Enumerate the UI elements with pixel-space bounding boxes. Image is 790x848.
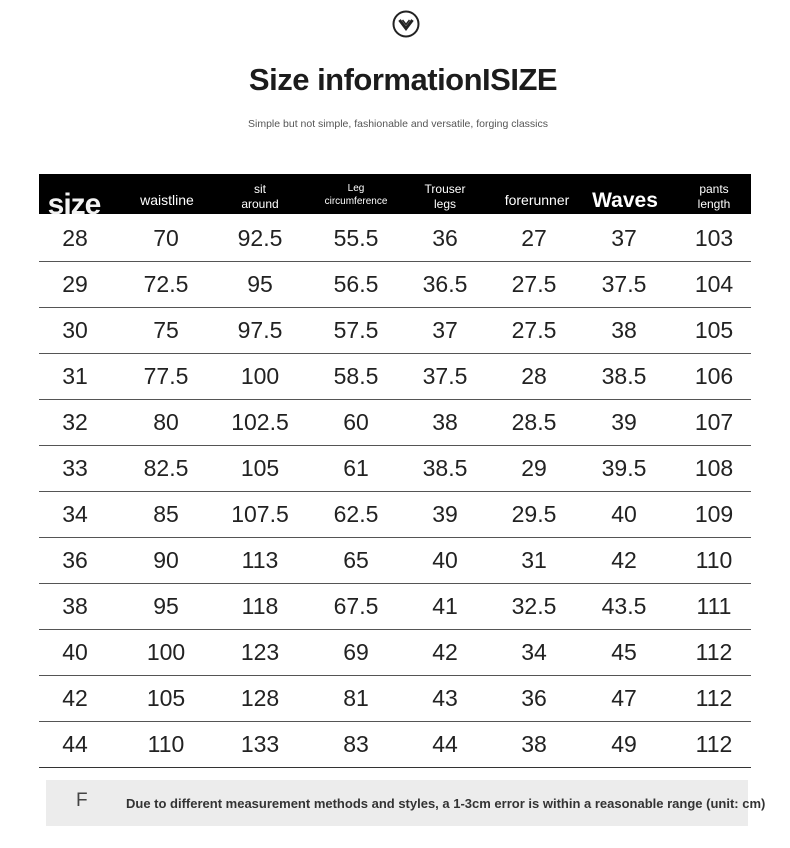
table-cell: 45 [611, 639, 637, 665]
table-cell: 123 [240, 639, 280, 665]
table-row [39, 630, 751, 676]
table-cell: 29 [521, 455, 547, 481]
table-cell: 83 [343, 731, 369, 757]
table-row [39, 538, 751, 584]
table-cell: 28 [62, 225, 88, 251]
table-cell: 108 [694, 455, 734, 481]
measurement-note: Due to different measurement methods and styles, a 1-3cm error is within a reasonable range (unit: cm) [126, 796, 766, 811]
table-row [39, 308, 751, 354]
column-header-line: length [697, 197, 731, 211]
table-cell: 38.5 [601, 363, 647, 389]
note-mark: F [76, 790, 88, 811]
page-title: Size informationISIZE [248, 62, 558, 97]
page-subtitle: Simple but not simple, fashionable and versatile, forging classics [248, 118, 548, 130]
table-cell: 39 [611, 409, 637, 435]
column-header-line: pants [699, 182, 729, 196]
table-cell: 38 [611, 317, 637, 343]
table-cell: 102.5 [231, 409, 289, 435]
table-cell: 100 [146, 639, 186, 665]
column-header-line: Leg [347, 183, 365, 194]
table-cell: 37 [611, 225, 637, 251]
table-cell: 105 [694, 317, 734, 343]
table-cell: 32 [62, 409, 88, 435]
size-table-body [39, 216, 751, 768]
table-cell: 28.5 [511, 409, 557, 435]
table-row [39, 400, 751, 446]
column-header-line: circumference [324, 195, 388, 207]
table-cell: 80 [153, 409, 179, 435]
table-cell: 37.5 [422, 363, 468, 389]
table-cell: 113 [241, 547, 279, 573]
table-cell: 40 [611, 501, 637, 527]
table-cell: 55.5 [333, 225, 379, 251]
table-cell: 34 [521, 639, 547, 665]
table-cell: 111 [696, 593, 732, 619]
table-cell: 67.5 [333, 593, 379, 619]
table-cell: 27.5 [511, 271, 557, 297]
table-cell: 128 [240, 685, 280, 711]
table-cell: 29 [62, 271, 88, 297]
table-cell: 81 [343, 685, 369, 711]
table-row [39, 722, 751, 768]
table-cell: 43.5 [601, 593, 647, 619]
table-cell: 82.5 [143, 455, 189, 481]
column-header-waves: Waves [592, 189, 658, 212]
table-cell: 57.5 [333, 317, 379, 343]
table-cell: 27.5 [511, 317, 557, 343]
table-cell: 110 [695, 547, 733, 573]
table-cell: 95 [247, 271, 273, 297]
table-cell: 28 [521, 363, 547, 389]
table-cell: 32.5 [511, 593, 557, 619]
column-header-pants-length [698, 182, 731, 212]
table-row [39, 492, 751, 538]
table-cell: 118 [241, 593, 279, 619]
table-cell: 72.5 [143, 271, 189, 297]
table-cell: 110 [147, 731, 185, 757]
table-cell: 97.5 [237, 317, 283, 343]
column-header-line: sit [254, 182, 266, 196]
table-cell: 112 [695, 731, 733, 757]
table-cell: 65 [343, 547, 369, 573]
table-cell: 34 [62, 501, 88, 527]
table-cell: 75 [153, 317, 179, 343]
table-row [39, 584, 751, 630]
table-cell: 95 [153, 593, 179, 619]
table-cell: 42 [432, 639, 458, 665]
table-cell: 107 [694, 409, 734, 435]
table-cell: 36.5 [422, 271, 468, 297]
table-row [39, 354, 751, 400]
table-cell: 62.5 [333, 501, 379, 527]
table-cell: 41 [432, 593, 458, 619]
table-cell: 56.5 [333, 271, 379, 297]
table-cell: 40 [62, 639, 88, 665]
table-cell: 36 [521, 685, 547, 711]
table-cell: 38.5 [422, 455, 468, 481]
table-cell: 103 [694, 225, 734, 251]
table-cell: 33 [62, 455, 88, 481]
table-cell: 105 [240, 455, 280, 481]
chevron-down-circle-icon [392, 10, 420, 38]
table-cell: 44 [432, 731, 458, 757]
table-cell: 42 [62, 685, 88, 711]
table-cell: 49 [611, 731, 637, 757]
table-cell: 104 [694, 271, 734, 297]
table-cell: 109 [694, 501, 734, 527]
table-cell: 44 [62, 731, 88, 757]
table-cell: 61 [343, 455, 369, 481]
column-header-line: Trouser [424, 182, 466, 196]
table-row [39, 216, 751, 262]
table-cell: 60 [343, 409, 369, 435]
table-cell: 29.5 [511, 501, 557, 527]
table-cell: 100 [240, 363, 280, 389]
table-cell: 27 [521, 225, 547, 251]
table-cell: 85 [153, 501, 179, 527]
table-cell: 77.5 [143, 363, 189, 389]
table-cell: 105 [146, 685, 186, 711]
table-cell: 90 [153, 547, 179, 573]
table-cell: 31 [521, 547, 547, 573]
column-header-trouser-legs [425, 182, 466, 212]
table-cell: 43 [432, 685, 458, 711]
table-cell: 37.5 [601, 271, 647, 297]
table-cell: 42 [611, 547, 637, 573]
table-cell: 112 [695, 685, 733, 711]
table-cell: 107.5 [231, 501, 289, 527]
table-row [39, 262, 751, 308]
table-cell: 106 [694, 363, 734, 389]
table-cell: 37 [432, 317, 458, 343]
table-cell: 92.5 [237, 225, 283, 251]
column-header-leg-circumference [325, 183, 388, 208]
table-cell: 38 [521, 731, 547, 757]
column-header-line: around [241, 197, 279, 211]
table-cell: 31 [62, 363, 88, 389]
column-header-waistline: waistline [140, 192, 194, 208]
table-cell: 39.5 [601, 455, 647, 481]
column-header-forerunner: forerunner [504, 192, 570, 208]
table-cell: 112 [695, 639, 733, 665]
table-row [39, 676, 751, 722]
table-cell: 70 [153, 225, 179, 251]
table-cell: 40 [432, 547, 458, 573]
table-cell: 36 [432, 225, 458, 251]
column-header-sit-around [241, 182, 278, 212]
table-cell: 38 [62, 593, 88, 619]
column-header-line: legs [433, 197, 456, 211]
table-cell: 58.5 [333, 363, 379, 389]
column-header-size: size [47, 188, 101, 221]
table-cell: 47 [611, 685, 637, 711]
table-cell: 133 [240, 731, 280, 757]
table-row [39, 446, 751, 492]
table-cell: 36 [62, 547, 88, 573]
table-cell: 39 [432, 501, 458, 527]
table-cell: 38 [432, 409, 458, 435]
table-cell: 69 [343, 639, 369, 665]
table-cell: 30 [62, 317, 88, 343]
